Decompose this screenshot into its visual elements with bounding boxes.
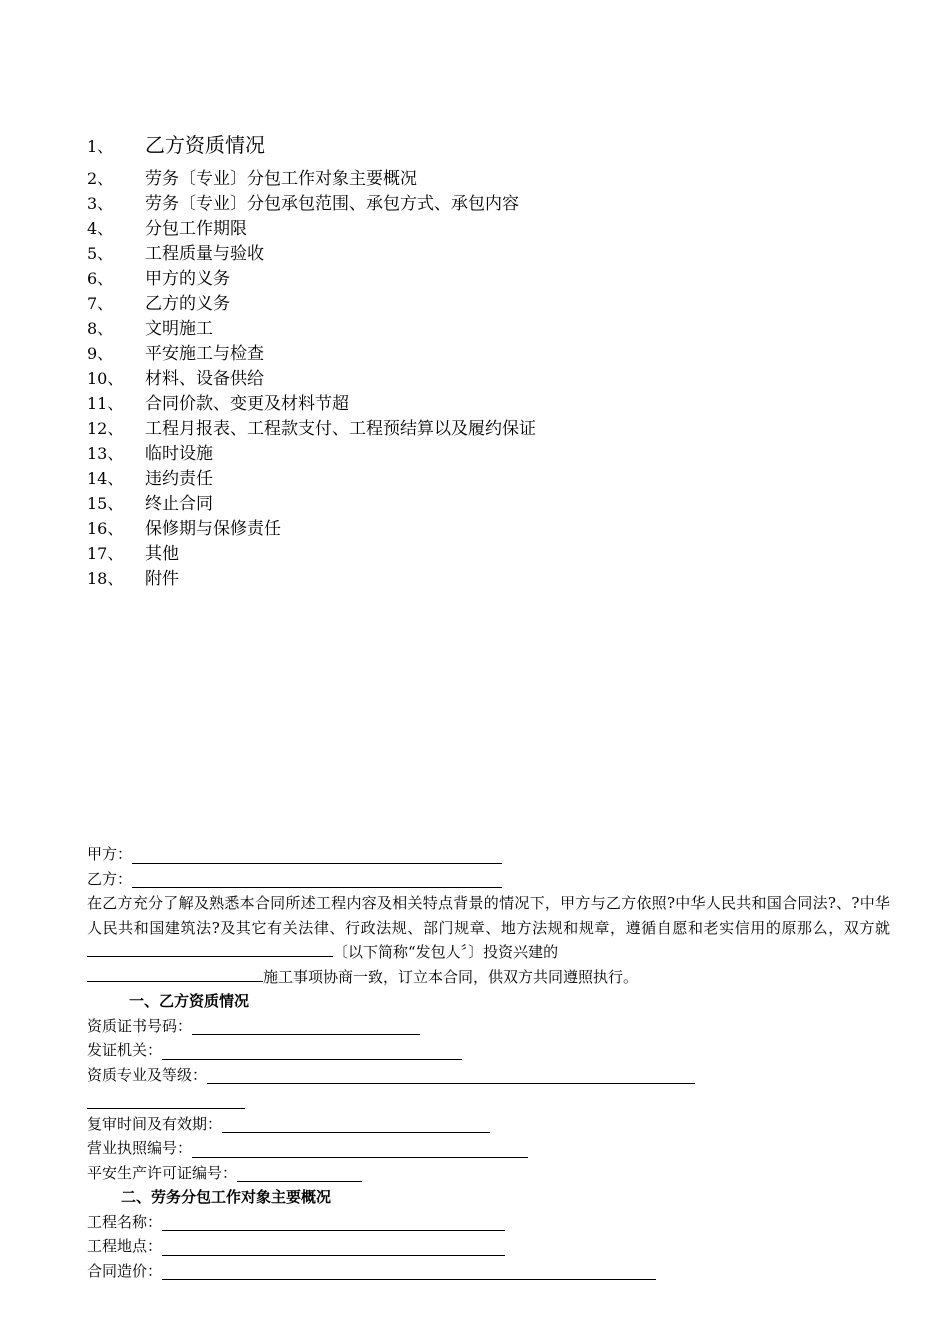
project-name-blank[interactable] (162, 1212, 505, 1231)
toc-item-text: 保修期与保修责任 (145, 519, 281, 539)
party-a-label: 甲方： (87, 845, 133, 863)
license-blank[interactable] (192, 1139, 528, 1158)
toc-item-text: 乙方资质情况 (145, 133, 265, 157)
toc-item (87, 491, 887, 516)
toc-item (87, 266, 887, 291)
toc-item-number: 12、 (87, 419, 124, 438)
license-label: 营业执照编号： (87, 1139, 193, 1157)
toc-item-number: 16、 (87, 519, 124, 538)
toc-item (87, 516, 887, 541)
party-b-line (87, 867, 890, 892)
toc-item-text: 终止合同 (145, 494, 213, 514)
review-blank[interactable] (222, 1114, 490, 1133)
section-1-heading: 一、乙方资质情况 (129, 992, 250, 1010)
party-a-blank[interactable] (132, 845, 502, 864)
contract-price-label: 合同造价： (87, 1261, 163, 1280)
toc-item-text: 平安施工与检查 (145, 344, 264, 364)
toc-item-number: 4、 (87, 219, 114, 238)
toc-item (87, 366, 887, 391)
toc-item-text: 劳务〔专业〕分包工作对象主要概况 (145, 169, 417, 189)
toc-item-number: 14、 (87, 469, 124, 488)
specialty-line (87, 1063, 890, 1088)
intro-paragraph (87, 891, 890, 989)
issuer-label: 发证机关： (87, 1041, 163, 1059)
party-b-label: 乙方： (87, 869, 133, 888)
review-label: 复审时间及有效期： (87, 1114, 223, 1133)
intro-text-2: 〔以下简称“发包人〞〕投资兴建的 (333, 943, 559, 961)
table-of-contents (87, 130, 887, 591)
intro-text-3: 施工事项协商一致，订立本合同，供双方共同遵照执行。 (263, 967, 639, 986)
section-2-heading: 二、劳务分包工作对象主要概况 (121, 1188, 332, 1206)
party-b-blank[interactable] (132, 869, 502, 888)
toc-item (87, 466, 887, 491)
cert-no-label: 资质证书号码： (87, 1016, 193, 1035)
toc-item-number: 9、 (87, 344, 114, 363)
toc-item-number: 1、 (87, 137, 114, 156)
toc-item (87, 441, 887, 466)
toc-item-number: 7、 (87, 294, 114, 313)
issuer-line (87, 1038, 890, 1063)
contract-price-line (87, 1259, 890, 1284)
toc-item-number: 10、 (87, 369, 124, 388)
specialty-label: 资质专业及等级： (87, 1065, 208, 1084)
toc-item-text: 临时设施 (145, 444, 213, 464)
review-line (87, 1112, 890, 1137)
contract-price-blank[interactable] (162, 1261, 656, 1280)
toc-item-text: 其他 (145, 544, 179, 564)
toc-item-number: 2、 (87, 169, 114, 188)
toc-item (87, 541, 887, 566)
toc-item-text: 违约责任 (145, 469, 213, 489)
issuer-blank[interactable] (162, 1041, 462, 1060)
toc-item-number: 17、 (87, 544, 124, 563)
toc-item-number: 8、 (87, 319, 114, 338)
toc-item (87, 416, 887, 441)
party-a-line (87, 842, 890, 867)
toc-item-text: 材料、设备供给 (145, 369, 264, 389)
project-site-label: 工程地点： (87, 1237, 163, 1255)
toc-item-text: 乙方的义务 (145, 294, 230, 314)
toc-item (87, 291, 887, 316)
toc-item-text: 工程月报表、工程款支付、工程预结算以及履约保证 (145, 419, 536, 439)
toc-item (87, 341, 887, 366)
cert-no-blank[interactable] (192, 1016, 420, 1035)
cert-no-line (87, 1014, 890, 1039)
toc-item-text: 劳务〔专业〕分包承包范围、承包方式、承包内容 (145, 194, 519, 214)
safety-license-line (87, 1161, 890, 1186)
toc-item (87, 216, 887, 241)
project-blank[interactable] (87, 965, 263, 982)
specialty-blank[interactable] (207, 1065, 695, 1084)
project-site-blank[interactable] (162, 1237, 505, 1256)
toc-item-text: 分包工作期限 (145, 219, 247, 239)
license-line (87, 1136, 890, 1161)
employer-blank[interactable] (87, 940, 333, 957)
project-site-line (87, 1234, 890, 1259)
toc-item-number: 5、 (87, 244, 114, 263)
toc-item-number: 18、 (87, 569, 124, 588)
intro-text-1: 在乙方充分了解及熟悉本合同所述工程内容及相关特点背景的情况下，甲方与乙方依照?中华人民共和国合同法?、?中华人民共和国建筑法?及其它有关法律、行政法规、部门规章、地方法规和规章，遵循自愿和老实信用的原那么，双方就 (87, 894, 890, 937)
safety-license-blank[interactable] (237, 1163, 362, 1182)
toc-item-number: 13、 (87, 444, 124, 463)
toc-item-text: 文明施工 (145, 319, 213, 339)
safety-license-label: 平安生产许可证编号： (87, 1163, 238, 1182)
toc-item (87, 166, 887, 191)
specialty-blank-continued[interactable] (87, 1090, 245, 1109)
toc-item-text: 甲方的义务 (145, 269, 230, 289)
toc-item-number: 3、 (87, 194, 114, 213)
toc-item-number: 6、 (87, 269, 114, 288)
contract-body (87, 842, 890, 1283)
toc-item-number: 15、 (87, 494, 124, 513)
toc-item-text: 工程质量与验收 (145, 244, 264, 264)
specialty-continuation-line (87, 1087, 890, 1112)
toc-item (87, 566, 887, 591)
project-name-label: 工程名称： (87, 1212, 163, 1231)
toc-item-number: 11、 (87, 394, 124, 413)
toc-item-text: 附件 (145, 569, 179, 589)
toc-item (87, 191, 887, 216)
project-name-line (87, 1210, 890, 1235)
toc-item-text: 合同价款、变更及材料节超 (145, 394, 349, 414)
toc-item (87, 316, 887, 341)
toc-item (87, 130, 887, 160)
toc-item (87, 391, 887, 416)
toc-item (87, 241, 887, 266)
